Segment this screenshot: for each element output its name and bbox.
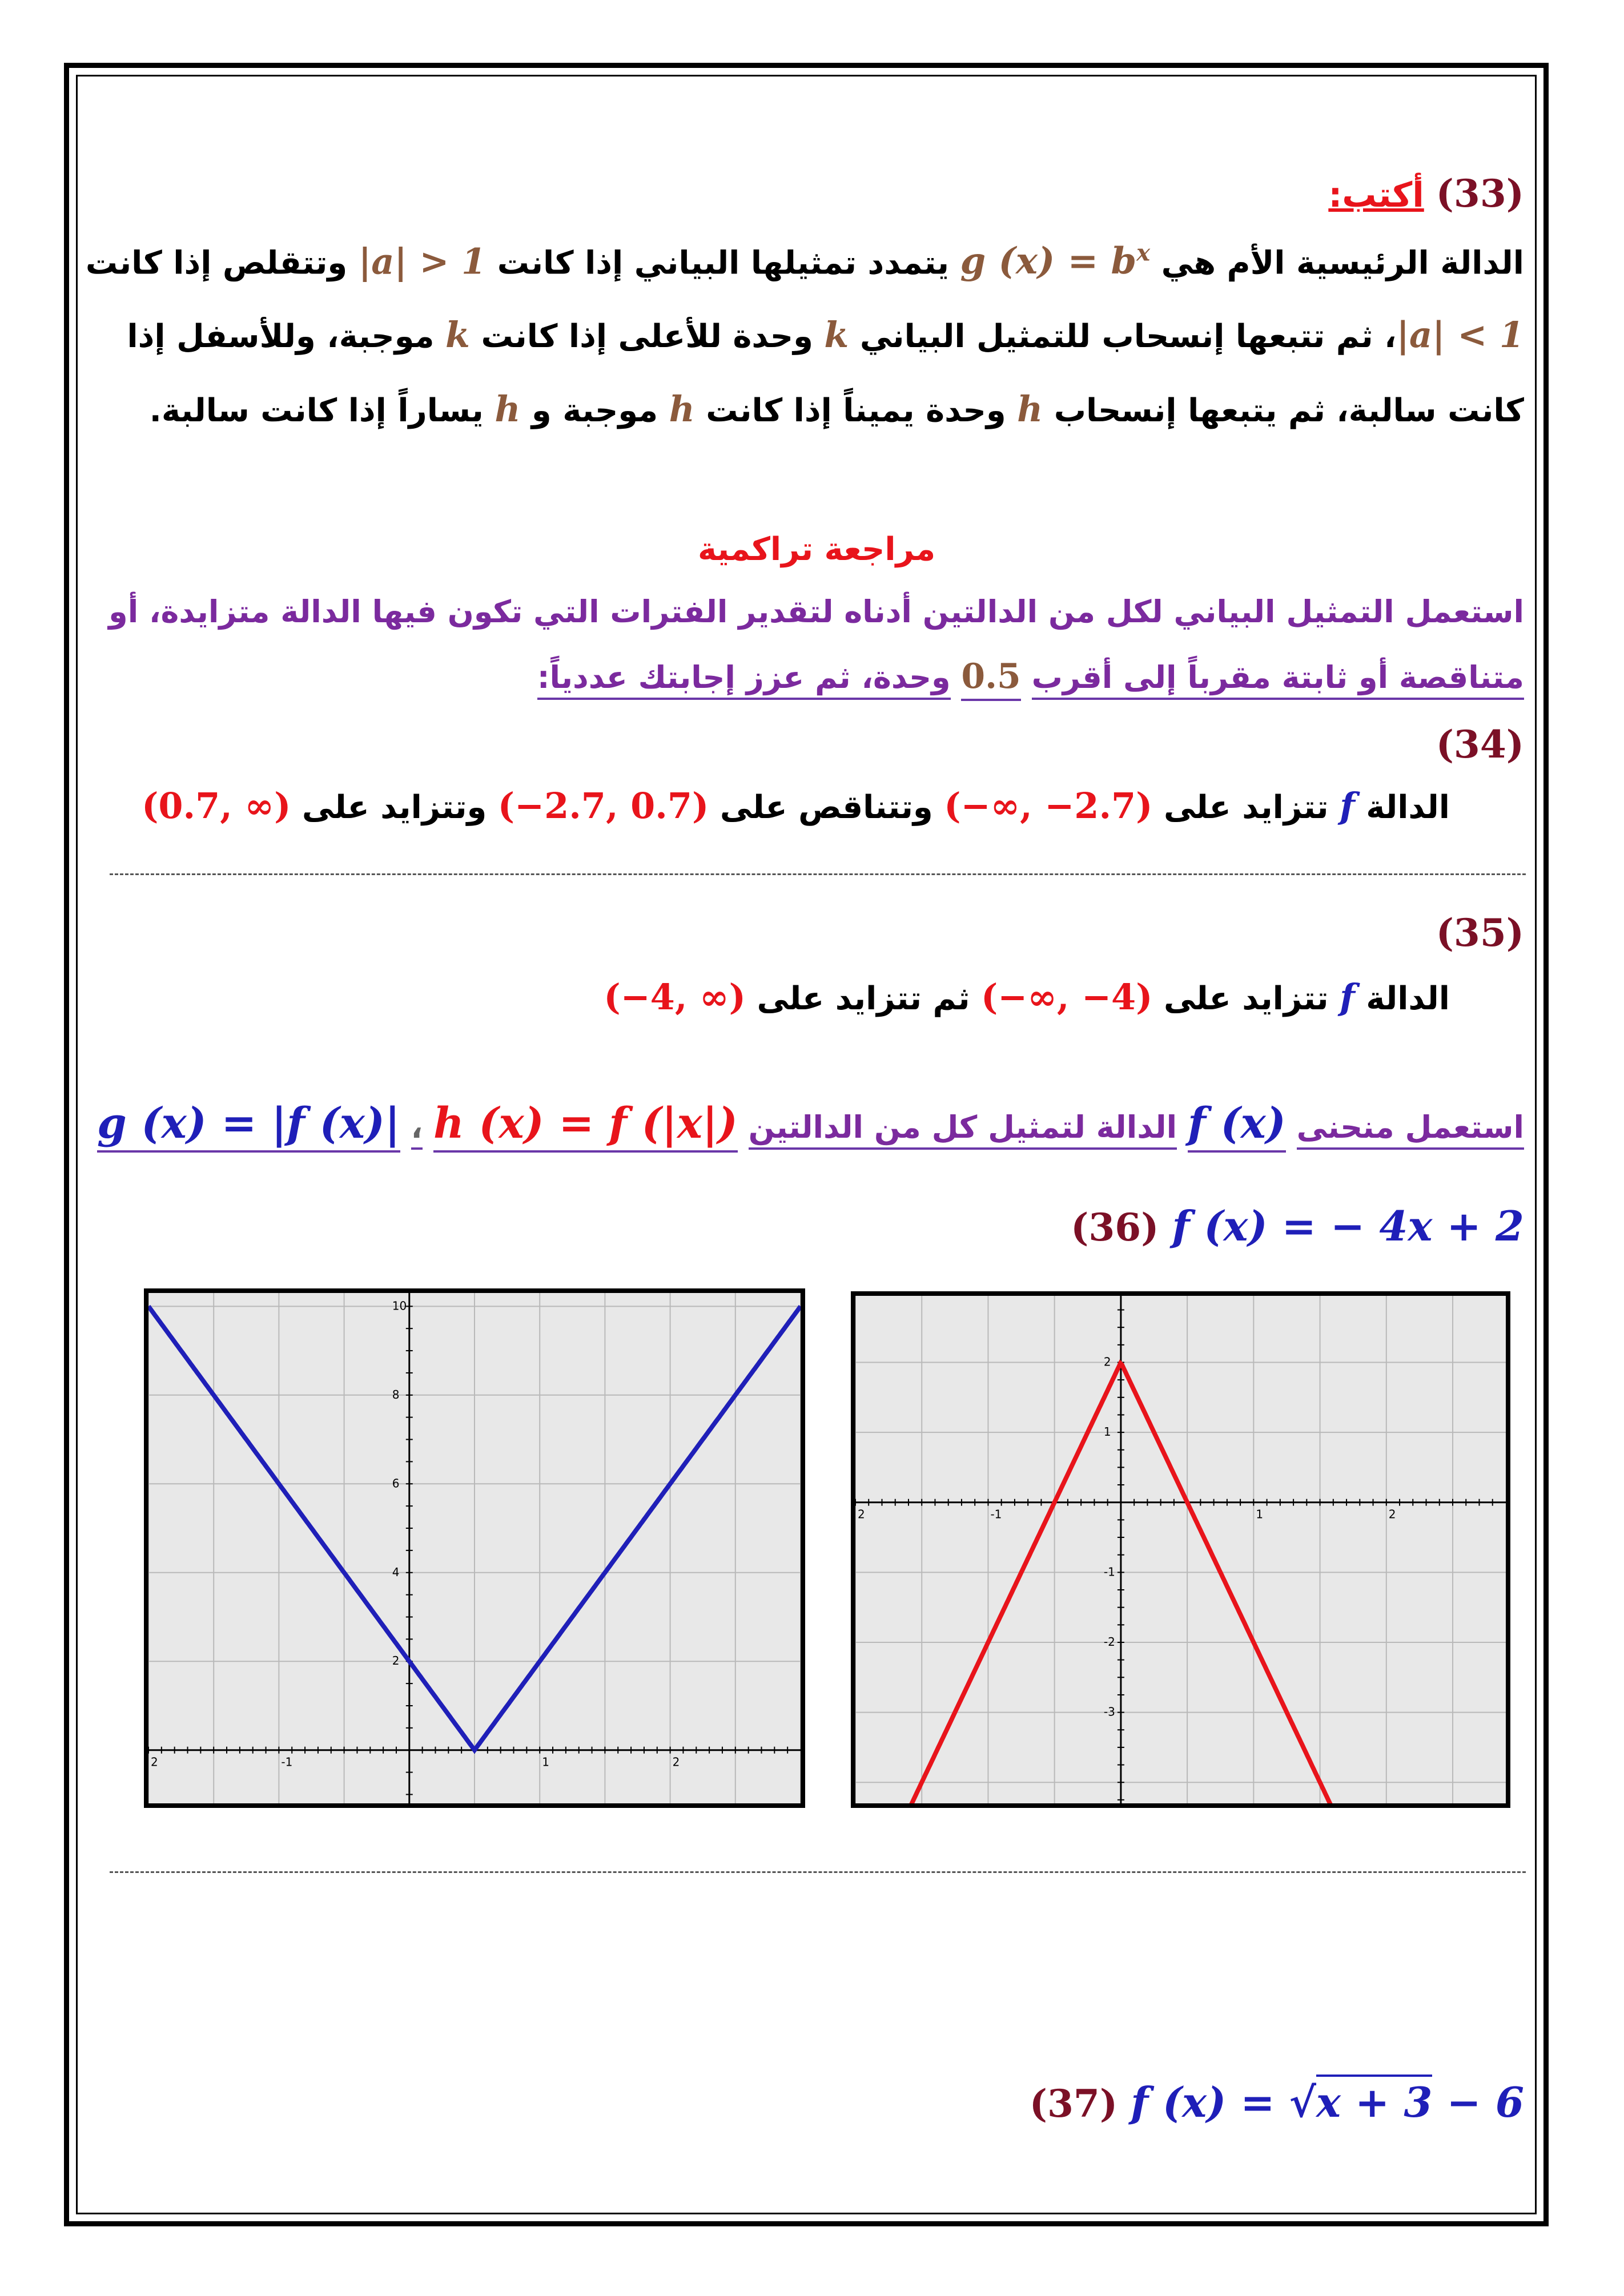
review-line2: متناقصة أو ثابتة مقرباً إلى أقرب 0.5 وحدة، ثم عزز إجابتك عددياً:	[537, 656, 1524, 696]
q33-number: (33)	[1436, 171, 1524, 216]
q34-number: (34)	[1436, 722, 1524, 767]
q36-equation: (36) f (x) = − 4x + 2	[1071, 1202, 1524, 1250]
function-curve	[855, 1363, 1506, 1803]
q33-line1: الدالة الرئيسية الأم هي g $(x) = b^x$ يتمدد تمثيلها البياني إذا كانت |a| > 1 وتتقلص إذا كانت	[85, 240, 1524, 283]
y-tick-label: 1	[1103, 1425, 1111, 1439]
y-tick-label: 2	[392, 1654, 400, 1668]
x-tick-label: -1	[990, 1507, 1002, 1521]
y-tick-label: 2	[1103, 1355, 1111, 1369]
divider-2	[110, 1871, 1526, 1873]
parent-function: g $(x) = b^x$	[960, 240, 1151, 283]
y-tick-label: 8	[392, 1387, 400, 1401]
x-tick-label: 2	[672, 1755, 680, 1769]
graph-g-abs	[144, 1288, 805, 1808]
q33-line3: كانت سالبة، ثم يتبعها إنسحاب h وحدة يميناً إذا كانت h موجبة و h يساراً إذا كانت سالبة.	[149, 388, 1524, 430]
graph-g-plot	[148, 1293, 801, 1803]
y-tick-label: 4	[392, 1565, 400, 1579]
y-tick-label: 10	[392, 1299, 407, 1313]
y-tick-label: -3	[1103, 1705, 1115, 1719]
graph-h-abs-x	[851, 1291, 1510, 1808]
x-tick-label: 2	[1388, 1507, 1396, 1521]
interval-1: (−∞, −2.7)	[944, 785, 1153, 827]
review-line1: استعمل التمثيل البياني لكل من الدالتين أدناه لتقدير الفترات التي تكون فيها الدالة متزايدة، أو	[108, 594, 1524, 630]
q35-number: (35)	[1436, 911, 1524, 955]
graph-h-plot	[855, 1296, 1506, 1803]
q33-title: أكتب:	[1328, 175, 1424, 215]
q33-heading	[1328, 171, 1524, 216]
q37-equation: (37) f (x) = √x + 3 − 6	[1030, 2078, 1524, 2126]
x-tick-label: 2	[858, 1507, 865, 1521]
y-tick-label: 6	[392, 1476, 400, 1491]
q36-intro: استعمل منحنى f (x) الدالة لتمثيل كل من الدالتين h (x) = f (|x|) ، g (x) = |f (x)|	[97, 1099, 1524, 1148]
interval-3: (0.7, ∞)	[142, 785, 291, 827]
y-tick-label: -2	[1103, 1634, 1115, 1649]
divider-1	[110, 873, 1526, 875]
x-tick-label: -1	[281, 1755, 293, 1769]
q35-answer: الدالة f تتزايد على (−∞, −4) ثم تتزايد على (−4, ∞)	[604, 976, 1450, 1018]
y-tick-label: -1	[1103, 1565, 1115, 1579]
interval-2: (−2.7, 0.7)	[497, 785, 709, 827]
review-title: مراجعة تراكمية	[698, 531, 936, 568]
x-tick-label: 2	[151, 1755, 158, 1769]
x-tick-label: 1	[1256, 1507, 1264, 1521]
q33-line2: |a| < 1، ثم تتبعها إنسحاب للتمثيل البياني k وحدة للأعلى إذا كانت k موجبة، وللأسفل إذا	[127, 314, 1524, 356]
q34-answer: الدالة f تتزايد على (−∞, −2.7) وتتناقص على (−2.7, 0.7) وتتزايد على (0.7, ∞)	[142, 785, 1450, 827]
x-tick-label: 1	[542, 1755, 549, 1769]
